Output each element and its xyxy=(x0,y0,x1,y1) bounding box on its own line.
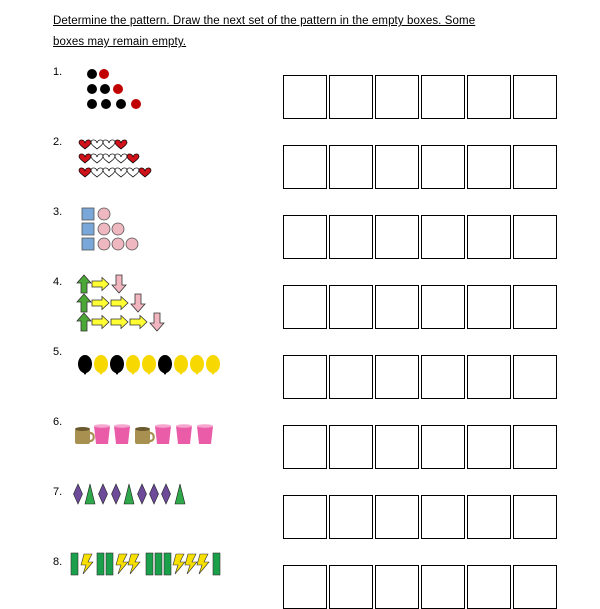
answer-box[interactable] xyxy=(375,565,419,609)
answer-box[interactable] xyxy=(513,75,557,119)
pattern-6-cups xyxy=(75,424,213,444)
answer-box[interactable] xyxy=(283,425,327,469)
answer-box[interactable] xyxy=(375,285,419,329)
instructions-line-2: boxes may remain empty. xyxy=(53,36,187,48)
answer-box[interactable] xyxy=(421,565,465,609)
answer-box[interactable] xyxy=(375,75,419,119)
answer-box[interactable] xyxy=(467,565,511,609)
answer-box[interactable] xyxy=(467,495,511,539)
answer-box[interactable] xyxy=(375,425,419,469)
answer-box[interactable] xyxy=(283,285,327,329)
answer-box[interactable] xyxy=(513,425,557,469)
answer-box[interactable] xyxy=(375,145,419,189)
answer-box[interactable] xyxy=(329,75,373,119)
answer-box[interactable] xyxy=(467,145,511,189)
answer-box[interactable] xyxy=(283,355,327,399)
answer-box[interactable] xyxy=(467,285,511,329)
problem-number-1: 1. xyxy=(53,66,63,78)
answer-box[interactable] xyxy=(513,215,557,259)
answer-box[interactable] xyxy=(467,75,511,119)
answer-box[interactable] xyxy=(513,565,557,609)
answer-row-6 xyxy=(283,425,557,469)
answer-box[interactable] xyxy=(283,565,327,609)
answer-box[interactable] xyxy=(283,145,327,189)
answer-box[interactable] xyxy=(513,145,557,189)
answer-box[interactable] xyxy=(421,355,465,399)
answer-box[interactable] xyxy=(467,215,511,259)
pattern-2-hearts xyxy=(79,140,151,177)
answer-box[interactable] xyxy=(283,495,327,539)
answer-box[interactable] xyxy=(329,355,373,399)
answer-box[interactable] xyxy=(421,495,465,539)
answer-row-8 xyxy=(283,565,557,609)
answer-row-7 xyxy=(283,495,557,539)
pattern-3-shapes xyxy=(82,208,138,250)
pattern-4-arrows xyxy=(77,275,164,331)
answer-row-3 xyxy=(283,215,557,259)
answer-box[interactable] xyxy=(329,285,373,329)
answer-row-2 xyxy=(283,145,557,189)
problem-number-7: 7. xyxy=(53,486,63,498)
pattern-8-bars-bolts xyxy=(71,553,220,575)
problem-number-6: 6. xyxy=(53,416,63,428)
pattern-1-dots xyxy=(87,69,141,109)
problem-number-2: 2. xyxy=(53,136,63,148)
answer-box[interactable] xyxy=(375,495,419,539)
pattern-5-balloons xyxy=(78,355,220,375)
instructions-line-1: Determine the pattern. Draw the next set of the pattern in the empty boxes. Some xyxy=(53,15,476,27)
answer-box[interactable] xyxy=(467,355,511,399)
answer-row-4 xyxy=(283,285,557,329)
answer-box[interactable] xyxy=(375,355,419,399)
problem-number-8: 8. xyxy=(53,556,63,568)
answer-row-5 xyxy=(283,355,557,399)
answer-box[interactable] xyxy=(329,425,373,469)
answer-row-1 xyxy=(283,75,557,119)
answer-box[interactable] xyxy=(421,285,465,329)
problem-number-3: 3. xyxy=(53,206,63,218)
answer-box[interactable] xyxy=(421,145,465,189)
answer-box[interactable] xyxy=(467,425,511,469)
answer-box[interactable] xyxy=(329,495,373,539)
answer-box[interactable] xyxy=(421,75,465,119)
answer-box[interactable] xyxy=(329,145,373,189)
problem-number-4: 4. xyxy=(53,276,63,288)
answer-box[interactable] xyxy=(513,285,557,329)
answer-box[interactable] xyxy=(375,215,419,259)
pattern-7-diamonds-cones xyxy=(74,484,186,504)
answer-box[interactable] xyxy=(283,75,327,119)
answer-box[interactable] xyxy=(513,495,557,539)
answer-box[interactable] xyxy=(421,425,465,469)
answer-box[interactable] xyxy=(513,355,557,399)
answer-box[interactable] xyxy=(329,565,373,609)
answer-box[interactable] xyxy=(329,215,373,259)
answer-box[interactable] xyxy=(421,215,465,259)
problem-number-5: 5. xyxy=(53,346,63,358)
answer-box[interactable] xyxy=(283,215,327,259)
